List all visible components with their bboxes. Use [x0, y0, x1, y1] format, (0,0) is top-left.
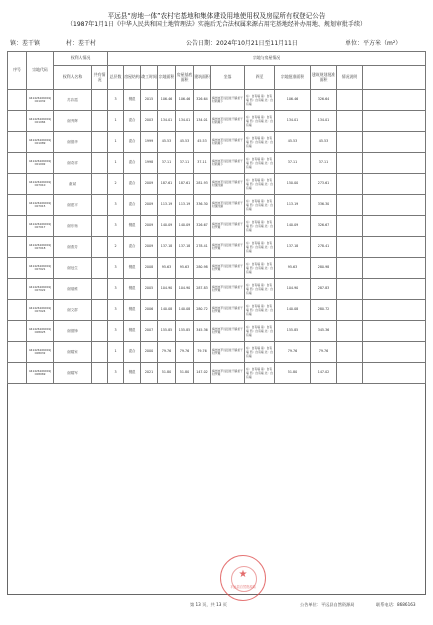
cell-seq	[8, 237, 27, 258]
cell-parcel-area: 37.11	[158, 153, 176, 174]
cell-shared	[92, 258, 108, 279]
cell-floors: 1	[108, 132, 124, 153]
seal-star-icon: ★	[238, 569, 248, 580]
table-row	[8, 111, 426, 132]
cell-blank	[363, 321, 426, 342]
cell-blank	[363, 216, 426, 237]
cell-planned-area: 278.41	[311, 237, 337, 258]
cell-holder-name: 谢东杨	[54, 216, 92, 237]
cell-parcel-area: 45.53	[158, 132, 176, 153]
cell-approved-area: 79.76	[275, 342, 311, 363]
cell-structure: 混合	[124, 153, 141, 174]
cell-boundary: 东：自有墙 南：自有墙 西：自有墙 北：自有墙	[245, 300, 275, 321]
cell-base-area: 134.01	[176, 111, 194, 132]
col-blank	[363, 66, 426, 90]
cell-holder-name: 谢文群	[54, 300, 92, 321]
cell-boundary: 东：自有墙 南：自有墙 西：自有墙 北：自有墙	[245, 258, 275, 279]
cell-shared	[92, 111, 108, 132]
cell-location: 梅州市平远县差干镇差干村罗屋	[211, 321, 245, 342]
cell-building-area: 79.76	[194, 342, 211, 363]
cell-planned-area: 336.30	[311, 195, 337, 216]
cell-shared	[92, 195, 108, 216]
cell-building-area: 37.11	[194, 153, 211, 174]
village-label: 村：差干村	[66, 40, 97, 47]
cell-code: 441426106001JC07018	[27, 237, 54, 258]
cell-blank	[363, 279, 426, 300]
cell-boundary: 东：自有墙 南：自有墙 西：自有墙 北：自有墙	[245, 279, 275, 300]
cell-location: 梅州市平远县差干镇差干村罗屋	[211, 342, 245, 363]
cell-shared	[92, 132, 108, 153]
cell-floors: 3	[108, 363, 124, 384]
cell-boundary: 东：自有墙 南：自有墙 西：自有墙 北：自有墙	[245, 342, 275, 363]
cell-planned-area: 37.11	[311, 153, 337, 174]
cell-building-area: 280.98	[194, 258, 211, 279]
cell-year: 2009	[141, 237, 158, 258]
cell-approved-area: 150.00	[275, 174, 311, 195]
cell-code: 441426106001JC07017	[27, 216, 54, 237]
table-row	[8, 90, 426, 111]
cell-year: 2009	[141, 195, 158, 216]
cell-approved-area: 51.80	[275, 363, 311, 384]
cell-boundary: 东：自有墙 南：自有墙 西：自有墙 北：自有墙	[245, 216, 275, 237]
cell-planned-area: 45.53	[311, 132, 337, 153]
cell-shared	[92, 174, 108, 195]
cell-shared	[92, 237, 108, 258]
cell-notes	[337, 90, 363, 111]
cell-location: 梅州市平远县差干镇差干村罗屋	[211, 258, 245, 279]
town-label: 镇：差干镇	[10, 40, 41, 47]
cell-holder-name: 谢秀辉	[54, 111, 92, 132]
cell-location: 梅州市平远县差干镇差干村新屋下	[211, 111, 245, 132]
cell-structure: 钢混	[124, 90, 141, 111]
cell-planned-area: 273.61	[311, 174, 337, 195]
cell-seq	[8, 195, 27, 216]
cell-base-area: 106.46	[176, 90, 194, 111]
cell-floors: 3	[108, 90, 124, 111]
meta-bar	[10, 38, 420, 48]
cell-year: 1999	[141, 132, 158, 153]
cell-blank	[363, 174, 426, 195]
cell-code: 441426106001JC08032	[27, 342, 54, 363]
cell-parcel-area: 79.76	[158, 342, 176, 363]
cell-shared	[92, 90, 108, 111]
cell-floors: 3	[108, 321, 124, 342]
cell-structure: 混合	[124, 237, 141, 258]
cell-notes	[337, 300, 363, 321]
cell-approved-area: 106.46	[275, 90, 311, 111]
cell-code: 441426106001JC07015	[27, 195, 54, 216]
cell-blank	[363, 153, 426, 174]
cell-boundary: 东：自有墙 南：自有墙 西：自有墙 北：自有墙	[245, 363, 275, 384]
cell-seq	[8, 300, 27, 321]
cell-boundary: 东：自有墙 南：自有墙 西：自有墙 北：自有墙	[245, 321, 275, 342]
cell-floors: 1	[108, 111, 124, 132]
cell-seq	[8, 321, 27, 342]
cell-floors: 2	[108, 237, 124, 258]
registration-table	[7, 51, 426, 384]
table-row	[8, 216, 426, 237]
cell-building-area: 336.30	[194, 195, 211, 216]
cell-seq	[8, 90, 27, 111]
cell-location: 梅州市平远县差干镇差干村围龙屋	[211, 195, 245, 216]
cell-blank	[363, 195, 426, 216]
col-structure: 房屋结构	[124, 66, 141, 90]
phone-label: 联系电话：8686163	[376, 602, 416, 607]
cell-holder-name: 谢建平	[54, 195, 92, 216]
cell-floors: 2	[108, 174, 124, 195]
cell-holder-name: 谢德锋	[54, 321, 92, 342]
cell-floors: 1	[108, 153, 124, 174]
cell-shared	[92, 321, 108, 342]
cell-base-area: 187.61	[176, 174, 194, 195]
cell-boundary: 东：自有墙 南：自有墙 西：自有墙 北：自有墙	[245, 237, 275, 258]
cell-shared	[92, 342, 108, 363]
cell-blank	[363, 342, 426, 363]
cell-shared	[92, 216, 108, 237]
col-shared: 共有情况	[92, 66, 108, 90]
cell-approved-area: 134.01	[275, 111, 311, 132]
cell-blank	[363, 90, 426, 111]
cell-year: 2021	[141, 363, 158, 384]
header-row-bottom	[8, 66, 426, 90]
cell-year: 2007	[141, 321, 158, 342]
table-row	[8, 279, 426, 300]
cell-floors: 1	[108, 342, 124, 363]
table-row	[8, 132, 426, 153]
cell-location: 梅州市平远县差干镇差干村罗屋	[211, 279, 245, 300]
title-line2: （1987年1月1日《中华人民共和国土地管理法》实施后无合法权属来源占用宅基地经补办用地、规划审批手续）	[67, 21, 366, 28]
cell-parcel-area: 140.09	[158, 216, 176, 237]
cell-parcel-area: 155.85	[158, 321, 176, 342]
cell-boundary: 东：自有墙 南：自有墙 西：自有墙 北：自有墙	[245, 132, 275, 153]
cell-shared	[92, 300, 108, 321]
cell-building-area: 278.41	[194, 237, 211, 258]
cell-base-area: 79.76	[176, 342, 194, 363]
cell-notes	[337, 258, 363, 279]
cell-boundary: 东：自有墙 南：自有墙 西：自有墙 北：自有墙	[245, 195, 275, 216]
col-approved-area: 宗地批准面积	[275, 66, 311, 90]
cell-base-area: 104.90	[176, 279, 194, 300]
cell-floors: 3	[108, 195, 124, 216]
cell-building-area: 134.01	[194, 111, 211, 132]
cell-holder-name: 谢冠生	[54, 258, 92, 279]
cell-year: 2009	[141, 174, 158, 195]
cell-parcel-area: 113.19	[158, 195, 176, 216]
notice-period: 公告日期：2024年10月21日至11月11日	[186, 40, 298, 47]
cell-code: 441426106001JC07010	[27, 174, 54, 195]
cell-code: 441426106001JC01032	[27, 90, 54, 111]
cell-seq	[8, 111, 27, 132]
table-row	[8, 153, 426, 174]
cell-structure: 钢混	[124, 279, 141, 300]
cell-code: 441426106001JC01084	[27, 111, 54, 132]
cell-building-area: 287.83	[194, 279, 211, 300]
col-notes: 情况说明	[337, 66, 363, 90]
cell-notes	[337, 195, 363, 216]
cell-year: 1998	[141, 153, 158, 174]
cell-base-area: 45.53	[176, 132, 194, 153]
cell-notes	[337, 363, 363, 384]
cell-base-area: 113.19	[176, 195, 194, 216]
cell-location: 梅州市平远县差干镇差干村新屋下	[211, 153, 245, 174]
cell-seq	[8, 174, 27, 195]
cell-base-area: 95.63	[176, 258, 194, 279]
unit-label: 单位：平方米（m²）	[345, 40, 402, 47]
table-row	[8, 363, 426, 384]
cell-floors: 3	[108, 300, 124, 321]
cell-parcel-area: 51.80	[158, 363, 176, 384]
cell-shared	[92, 363, 108, 384]
cell-boundary: 东：自有墙 南：自有墙 西：自有墙 北：自有墙	[245, 174, 275, 195]
cell-shared	[92, 153, 108, 174]
table-row	[8, 237, 426, 258]
cell-parcel-area: 137.18	[158, 237, 176, 258]
table-row	[8, 174, 426, 195]
cell-location: 梅州市平远县差干镇差干村罗屋	[211, 300, 245, 321]
cell-code: 441426106001JC07024	[27, 300, 54, 321]
col-boundary: 四至	[245, 66, 275, 90]
cell-building-area: 345.36	[194, 321, 211, 342]
cell-approved-area: 37.11	[275, 153, 311, 174]
cell-holder-name: 谢斌	[54, 174, 92, 195]
cell-notes	[337, 237, 363, 258]
cell-structure: 混合	[124, 174, 141, 195]
cell-floors: 3	[108, 258, 124, 279]
cell-building-area: 326.64	[194, 90, 211, 111]
cell-blank	[363, 363, 426, 384]
cell-blank	[363, 258, 426, 279]
cell-base-area: 37.11	[176, 153, 194, 174]
table-row	[8, 300, 426, 321]
cell-location: 梅州市平远县差干镇差干村新屋下	[211, 132, 245, 153]
cell-approved-area: 155.85	[275, 321, 311, 342]
col-planned-area: 建筑规划批准面积	[311, 66, 337, 90]
cell-code: 441426106001JC08069	[27, 363, 54, 384]
col-parcel-area: 宗地面积	[158, 66, 176, 90]
cell-approved-area: 95.63	[275, 258, 311, 279]
col-holder-group: 权利人情况	[54, 52, 108, 66]
seal-text: 平远县自然资源局	[230, 585, 256, 589]
cell-parcel-area: 104.90	[158, 279, 176, 300]
cell-holder-name: 苏彩霞	[54, 90, 92, 111]
header-row-top	[8, 52, 426, 66]
cell-seq	[8, 132, 27, 153]
cell-boundary: 东：自有墙 南：自有墙 西：自有墙 北：自有墙	[245, 153, 275, 174]
cell-year: 2008	[141, 258, 158, 279]
cell-parcel-area: 95.63	[158, 258, 176, 279]
cell-notes	[337, 111, 363, 132]
cell-code: 441426106001JC01092	[27, 153, 54, 174]
cell-notes	[337, 216, 363, 237]
cell-structure: 钢混	[124, 363, 141, 384]
cell-approved-area: 113.19	[275, 195, 311, 216]
cell-structure: 混合	[124, 195, 141, 216]
cell-structure: 钢混	[124, 321, 141, 342]
official-seal	[220, 555, 266, 601]
cell-notes	[337, 132, 363, 153]
cell-holder-name: 谢德华	[54, 132, 92, 153]
cell-base-area: 140.09	[176, 216, 194, 237]
cell-code: 441426106001JC07021	[27, 258, 54, 279]
cell-notes	[337, 153, 363, 174]
col-building-area: 建筑面积	[194, 66, 211, 90]
cell-holder-name: 谢耀军	[54, 363, 92, 384]
col-floors: 总层数	[108, 66, 124, 90]
table-row	[8, 321, 426, 342]
cell-notes	[337, 321, 363, 342]
cell-holder-name: 谢燕芳	[54, 237, 92, 258]
col-location: 坐落	[211, 66, 245, 90]
cell-boundary: 东：自有墙 南：自有墙 西：自有墙 北：自有墙	[245, 90, 275, 111]
cell-boundary: 东：自有墙 南：自有墙 西：自有墙 北：自有墙	[245, 111, 275, 132]
col-base-area: 房屋基底面积	[176, 66, 194, 90]
cell-structure: 混合	[124, 132, 141, 153]
cell-structure: 混合	[124, 342, 141, 363]
cell-floors: 3	[108, 279, 124, 300]
cell-seq	[8, 216, 27, 237]
cell-shared	[92, 279, 108, 300]
cell-code: 441426106001JC01089	[27, 132, 54, 153]
cell-planned-area: 79.76	[311, 342, 337, 363]
col-holder: 权利人名称	[54, 66, 92, 90]
cell-structure: 钢混	[124, 216, 141, 237]
cell-location: 梅州市平远县差干镇差干村罗屋	[211, 237, 245, 258]
cell-planned-area: 326.64	[311, 90, 337, 111]
col-year: 竣工时间	[141, 66, 158, 90]
cell-approved-area: 45.53	[275, 132, 311, 153]
cell-approved-area: 104.90	[275, 279, 311, 300]
cell-blank	[363, 132, 426, 153]
col-code: 宗地代码	[27, 52, 54, 90]
table-row	[8, 342, 426, 363]
cell-floors: 3	[108, 216, 124, 237]
cell-base-area: 137.18	[176, 237, 194, 258]
cell-parcel-area: 140.08	[158, 300, 176, 321]
cell-parcel-area: 134.01	[158, 111, 176, 132]
cell-seq	[8, 153, 27, 174]
col-seq: 序号	[8, 52, 27, 90]
cell-year: 2009	[141, 216, 158, 237]
cell-building-area: 147.02	[194, 363, 211, 384]
cell-planned-area: 280.98	[311, 258, 337, 279]
cell-planned-area: 345.36	[311, 321, 337, 342]
cell-year: 2015	[141, 90, 158, 111]
cell-parcel-area: 187.61	[158, 174, 176, 195]
cell-structure: 钢混	[124, 300, 141, 321]
cell-holder-name: 谢耀家	[54, 342, 92, 363]
cell-code: 441426106001JC08025	[27, 321, 54, 342]
cell-seq	[8, 279, 27, 300]
table-body	[8, 90, 426, 384]
cell-location: 梅州市平远县差干镇差干村围龙屋	[211, 174, 245, 195]
cell-year: 2000	[141, 342, 158, 363]
cell-base-area: 140.08	[176, 300, 194, 321]
cell-seq	[8, 342, 27, 363]
cell-structure: 混合	[124, 111, 141, 132]
cell-approved-area: 140.09	[275, 216, 311, 237]
cell-notes	[337, 174, 363, 195]
cell-blank	[363, 237, 426, 258]
cell-building-area: 281.93	[194, 174, 211, 195]
cell-parcel-area: 106.46	[158, 90, 176, 111]
publisher-label: 公告单位：平远县自然资源局	[300, 602, 355, 607]
cell-planned-area: 326.67	[311, 216, 337, 237]
cell-approved-area: 140.08	[275, 300, 311, 321]
page-number: 第 13 页，共 13 页	[190, 602, 227, 607]
cell-planned-area: 147.02	[311, 363, 337, 384]
cell-year: 2003	[141, 111, 158, 132]
cell-year: 2006	[141, 300, 158, 321]
cell-structure: 钢混	[124, 258, 141, 279]
cell-seq	[8, 258, 27, 279]
cell-notes	[337, 279, 363, 300]
cell-seq	[8, 363, 27, 384]
cell-holder-name: 谢奇祥	[54, 153, 92, 174]
cell-code: 441426106001JC07022	[27, 279, 54, 300]
cell-location: 梅州市平远县差干镇差干村罗屋	[211, 216, 245, 237]
table-row	[8, 195, 426, 216]
cell-building-area: 45.53	[194, 132, 211, 153]
cell-holder-name: 谢瑞维	[54, 279, 92, 300]
title-line1: 平远县“房地一体”农村宅基地和集体建设用地使用权及房屋所有权登记公告	[107, 12, 326, 20]
cell-planned-area: 287.83	[311, 279, 337, 300]
cell-blank	[363, 111, 426, 132]
cell-building-area: 280.72	[194, 300, 211, 321]
cell-planned-area: 134.01	[311, 111, 337, 132]
cell-notes	[337, 342, 363, 363]
table-row	[8, 258, 426, 279]
cell-base-area: 155.85	[176, 321, 194, 342]
cell-planned-area: 280.72	[311, 300, 337, 321]
col-land-group: 宗地与房屋情况	[108, 52, 426, 66]
cell-location: 梅州市平远县差干镇差干村新屋下	[211, 90, 245, 111]
cell-building-area: 326.67	[194, 216, 211, 237]
cell-location: 梅州市平远县差干镇差干村罗屋	[211, 363, 245, 384]
cell-base-area: 51.80	[176, 363, 194, 384]
cell-year: 2005	[141, 279, 158, 300]
cell-approved-area: 137.18	[275, 237, 311, 258]
cell-blank	[363, 300, 426, 321]
